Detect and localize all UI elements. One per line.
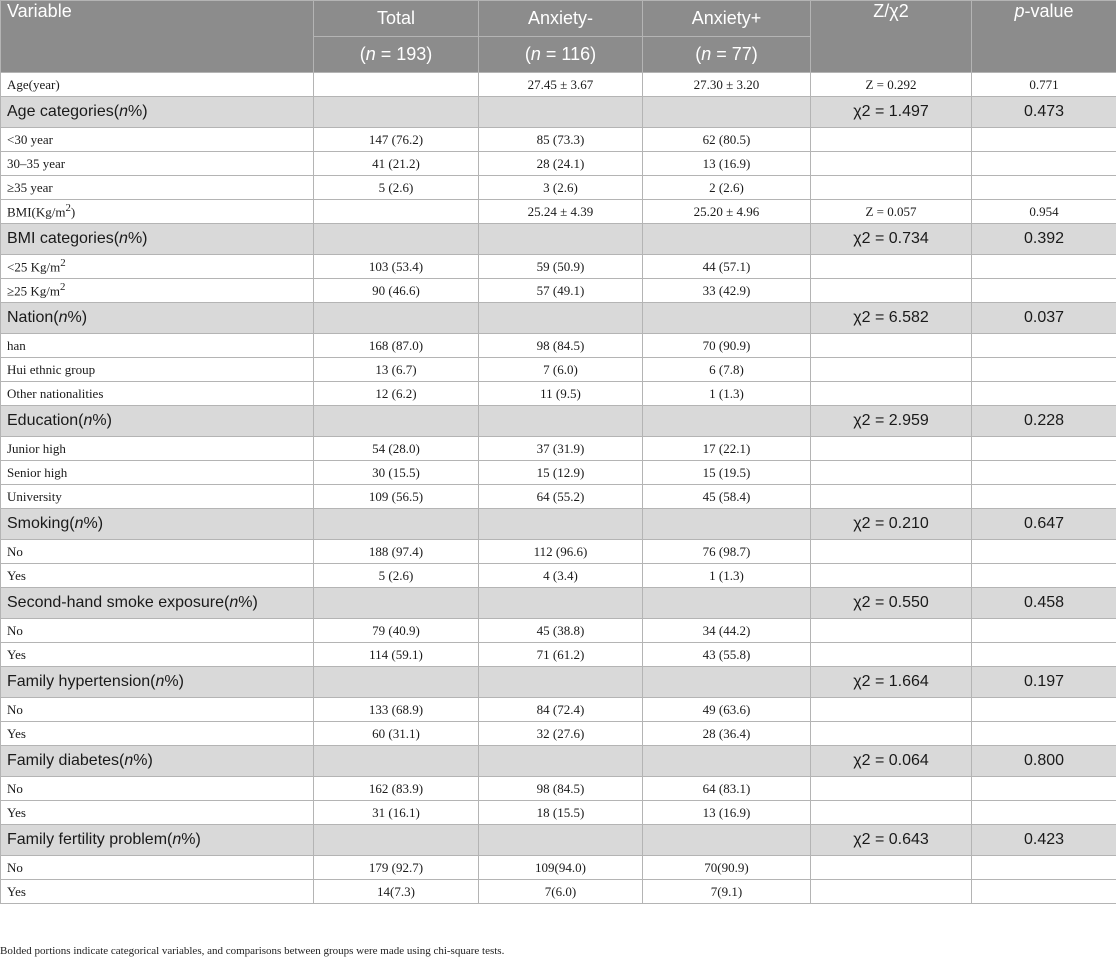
row-label: 30–35 year (1, 152, 314, 176)
cell-total: 79 (40.9) (314, 619, 479, 643)
category-label: Education(n%) (1, 406, 314, 437)
table-row (1, 540, 1116, 564)
cell-anxiety-positive: 1 (1.3) (643, 564, 811, 588)
cell-total: 54 (28.0) (314, 437, 479, 461)
category-row (1, 588, 1116, 619)
table-row (1, 73, 1116, 97)
category-label: Family diabetes(n%) (1, 746, 314, 777)
cell-anxiety-negative: 15 (12.9) (479, 461, 643, 485)
cell-statistic: χ2 = 6.582 (811, 303, 972, 334)
cell-statistic: Z = 0.292 (811, 73, 972, 97)
row-label: <30 year (1, 128, 314, 152)
cell-total: 90 (46.6) (314, 279, 479, 303)
cell-total: 14(7.3) (314, 880, 479, 904)
cell-anxiety-positive: 64 (83.1) (643, 777, 811, 801)
cell-anxiety-positive: 45 (58.4) (643, 485, 811, 509)
cell-anxiety-positive: 43 (55.8) (643, 643, 811, 667)
cell-anxiety-negative: 71 (61.2) (479, 643, 643, 667)
cell-total: 13 (6.7) (314, 358, 479, 382)
cell-statistic: χ2 = 0.643 (811, 825, 972, 856)
header-total: Total (314, 1, 479, 37)
cell-total: 179 (92.7) (314, 856, 479, 880)
row-label: ≥35 year (1, 176, 314, 200)
category-label: Age categories(n%) (1, 97, 314, 128)
cell-anxiety-negative: 109(94.0) (479, 856, 643, 880)
cell-p-value: 0.800 (972, 746, 1116, 777)
cell-anxiety-positive: 17 (22.1) (643, 437, 811, 461)
cell-anxiety-negative: 57 (49.1) (479, 279, 643, 303)
cell-total: 168 (87.0) (314, 334, 479, 358)
table-row (1, 358, 1116, 382)
cell-anxiety-positive: 15 (19.5) (643, 461, 811, 485)
cell-anxiety-negative: 28 (24.1) (479, 152, 643, 176)
cell-total: 188 (97.4) (314, 540, 479, 564)
category-row (1, 406, 1116, 437)
row-label: Yes (1, 722, 314, 746)
table-row (1, 152, 1116, 176)
row-label: Yes (1, 643, 314, 667)
cell-total: 103 (53.4) (314, 255, 479, 279)
cell-p-value: 0.037 (972, 303, 1116, 334)
cell-anxiety-negative: 112 (96.6) (479, 540, 643, 564)
table-row (1, 255, 1116, 279)
cell-statistic: χ2 = 1.664 (811, 667, 972, 698)
table-row (1, 200, 1116, 224)
cell-statistic: Z = 0.057 (811, 200, 972, 224)
cell-anxiety-negative: 27.45 ± 3.67 (479, 73, 643, 97)
cell-total: 133 (68.9) (314, 698, 479, 722)
cell-anxiety-negative: 37 (31.9) (479, 437, 643, 461)
cell-anxiety-positive: 13 (16.9) (643, 152, 811, 176)
cell-anxiety-negative: 7 (6.0) (479, 358, 643, 382)
header-n-positive: (n = 77) (643, 37, 811, 73)
cell-total: 31 (16.1) (314, 801, 479, 825)
cell-anxiety-positive: 70(90.9) (643, 856, 811, 880)
table-row (1, 279, 1116, 303)
category-row (1, 825, 1116, 856)
table-row (1, 334, 1116, 358)
category-row (1, 509, 1116, 540)
table-row (1, 176, 1116, 200)
cell-statistic: χ2 = 0.210 (811, 509, 972, 540)
table-footnote: Bolded portions indicate categorical variables, and comparisons between groups were made using chi-square tests. (0, 945, 505, 957)
table-row (1, 801, 1116, 825)
row-label: Age(year) (1, 73, 314, 97)
cell-anxiety-positive: 34 (44.2) (643, 619, 811, 643)
table-row (1, 461, 1116, 485)
cell-p-value: 0.423 (972, 825, 1116, 856)
cell-anxiety-positive: 28 (36.4) (643, 722, 811, 746)
cell-anxiety-negative: 3 (2.6) (479, 176, 643, 200)
cell-p-value: 0.473 (972, 97, 1116, 128)
category-label: Family hypertension(n%) (1, 667, 314, 698)
cell-anxiety-positive: 76 (98.7) (643, 540, 811, 564)
row-label: Hui ethnic group (1, 358, 314, 382)
cell-anxiety-negative: 7(6.0) (479, 880, 643, 904)
row-label: Yes (1, 801, 314, 825)
cell-anxiety-positive: 1 (1.3) (643, 382, 811, 406)
table-row (1, 856, 1116, 880)
cell-statistic: χ2 = 0.550 (811, 588, 972, 619)
cell-anxiety-positive: 2 (2.6) (643, 176, 811, 200)
header-variable: Variable (1, 1, 314, 73)
cell-anxiety-positive: 6 (7.8) (643, 358, 811, 382)
cell-total: 60 (31.1) (314, 722, 479, 746)
table-row (1, 880, 1116, 904)
cell-p-value: 0.954 (972, 200, 1116, 224)
cell-total (314, 73, 479, 97)
category-label: Second-hand smoke exposure(n%) (1, 588, 314, 619)
row-label: $BMI(Kg/m^2)$ (1, 200, 314, 224)
cell-anxiety-negative: 85 (73.3) (479, 128, 643, 152)
cell-anxiety-negative: 4 (3.4) (479, 564, 643, 588)
cell-p-value: 0.647 (972, 509, 1116, 540)
cell-statistic: χ2 = 1.497 (811, 97, 972, 128)
row-label: No (1, 619, 314, 643)
cell-anxiety-negative: 98 (84.5) (479, 334, 643, 358)
category-label: BMI categories(n%) (1, 224, 314, 255)
row-label: No (1, 540, 314, 564)
row-label: Yes (1, 564, 314, 588)
category-row (1, 303, 1116, 334)
row-label: No (1, 777, 314, 801)
cell-anxiety-negative: 59 (50.9) (479, 255, 643, 279)
cell-anxiety-positive: 33 (42.9) (643, 279, 811, 303)
table-row (1, 437, 1116, 461)
header-anxiety-positive: Anxiety+ (643, 1, 811, 37)
cell-anxiety-positive: 27.30 ± 3.20 (643, 73, 811, 97)
cell-total: 162 (83.9) (314, 777, 479, 801)
cell-anxiety-positive: 70 (90.9) (643, 334, 811, 358)
cell-anxiety-positive: 13 (16.9) (643, 801, 811, 825)
cell-p-value: 0.771 (972, 73, 1116, 97)
table-row (1, 722, 1116, 746)
table-row (1, 382, 1116, 406)
header-n-negative: (n = 116) (479, 37, 643, 73)
cell-statistic: χ2 = 0.734 (811, 224, 972, 255)
cell-statistic: χ2 = 2.959 (811, 406, 972, 437)
cell-anxiety-positive: 44 (57.1) (643, 255, 811, 279)
cell-anxiety-positive: 49 (63.6) (643, 698, 811, 722)
category-label: Smoking(n%) (1, 509, 314, 540)
cell-total: 5 (2.6) (314, 176, 479, 200)
category-row (1, 97, 1116, 128)
cell-anxiety-positive: 62 (80.5) (643, 128, 811, 152)
p-italic: p (1014, 1, 1025, 21)
cell-total: 5 (2.6) (314, 564, 479, 588)
category-row (1, 746, 1116, 777)
cell-anxiety-negative: 98 (84.5) (479, 777, 643, 801)
cell-anxiety-negative: 11 (9.5) (479, 382, 643, 406)
cell-p-value: 0.228 (972, 406, 1116, 437)
table-row (1, 564, 1116, 588)
cell-total: 147 (76.2) (314, 128, 479, 152)
table-row (1, 777, 1116, 801)
row-label: No (1, 856, 314, 880)
cell-total: 30 (15.5) (314, 461, 479, 485)
category-label: Family fertility problem(n%) (1, 825, 314, 856)
header-anxiety-negative: Anxiety- (479, 1, 643, 37)
table-row (1, 619, 1116, 643)
category-row (1, 667, 1116, 698)
category-label: Nation(n%) (1, 303, 314, 334)
cell-anxiety-positive: 7(9.1) (643, 880, 811, 904)
cell-anxiety-negative: 32 (27.6) (479, 722, 643, 746)
cell-total: 114 (59.1) (314, 643, 479, 667)
cell-anxiety-negative: 25.24 ± 4.39 (479, 200, 643, 224)
row-label: han (1, 334, 314, 358)
row-label: Other nationalities (1, 382, 314, 406)
cell-statistic: χ2 = 0.064 (811, 746, 972, 777)
cell-anxiety-negative: 84 (72.4) (479, 698, 643, 722)
row-label: No (1, 698, 314, 722)
cell-total (314, 200, 479, 224)
cell-p-value: 0.458 (972, 588, 1116, 619)
cell-anxiety-negative: 18 (15.5) (479, 801, 643, 825)
cell-total: 41 (21.2) (314, 152, 479, 176)
p-rest: -value (1024, 1, 1074, 21)
category-row (1, 224, 1116, 255)
table-row (1, 128, 1116, 152)
cell-anxiety-negative: 64 (55.2) (479, 485, 643, 509)
row-label: <25 $Kg/m^2$ (1, 255, 314, 279)
cell-anxiety-negative: 45 (38.8) (479, 619, 643, 643)
table-row (1, 643, 1116, 667)
cell-total: 12 (6.2) (314, 382, 479, 406)
table-row (1, 485, 1116, 509)
cell-p-value: 0.392 (972, 224, 1116, 255)
header-n-total: (n = 193) (314, 37, 479, 73)
cell-anxiety-positive: 25.20 ± 4.96 (643, 200, 811, 224)
row-label: University (1, 485, 314, 509)
row-label: ≥25 $Kg/m^2$ (1, 279, 314, 303)
row-label: Senior high (1, 461, 314, 485)
header-statistic: Z/χ2 (811, 1, 972, 73)
cell-total: 109 (56.5) (314, 485, 479, 509)
table-header-row (1, 1, 1116, 37)
row-label: Junior high (1, 437, 314, 461)
cell-p-value: 0.197 (972, 667, 1116, 698)
row-label: Yes (1, 880, 314, 904)
table-row (1, 698, 1116, 722)
header-p-value (972, 1, 1116, 73)
